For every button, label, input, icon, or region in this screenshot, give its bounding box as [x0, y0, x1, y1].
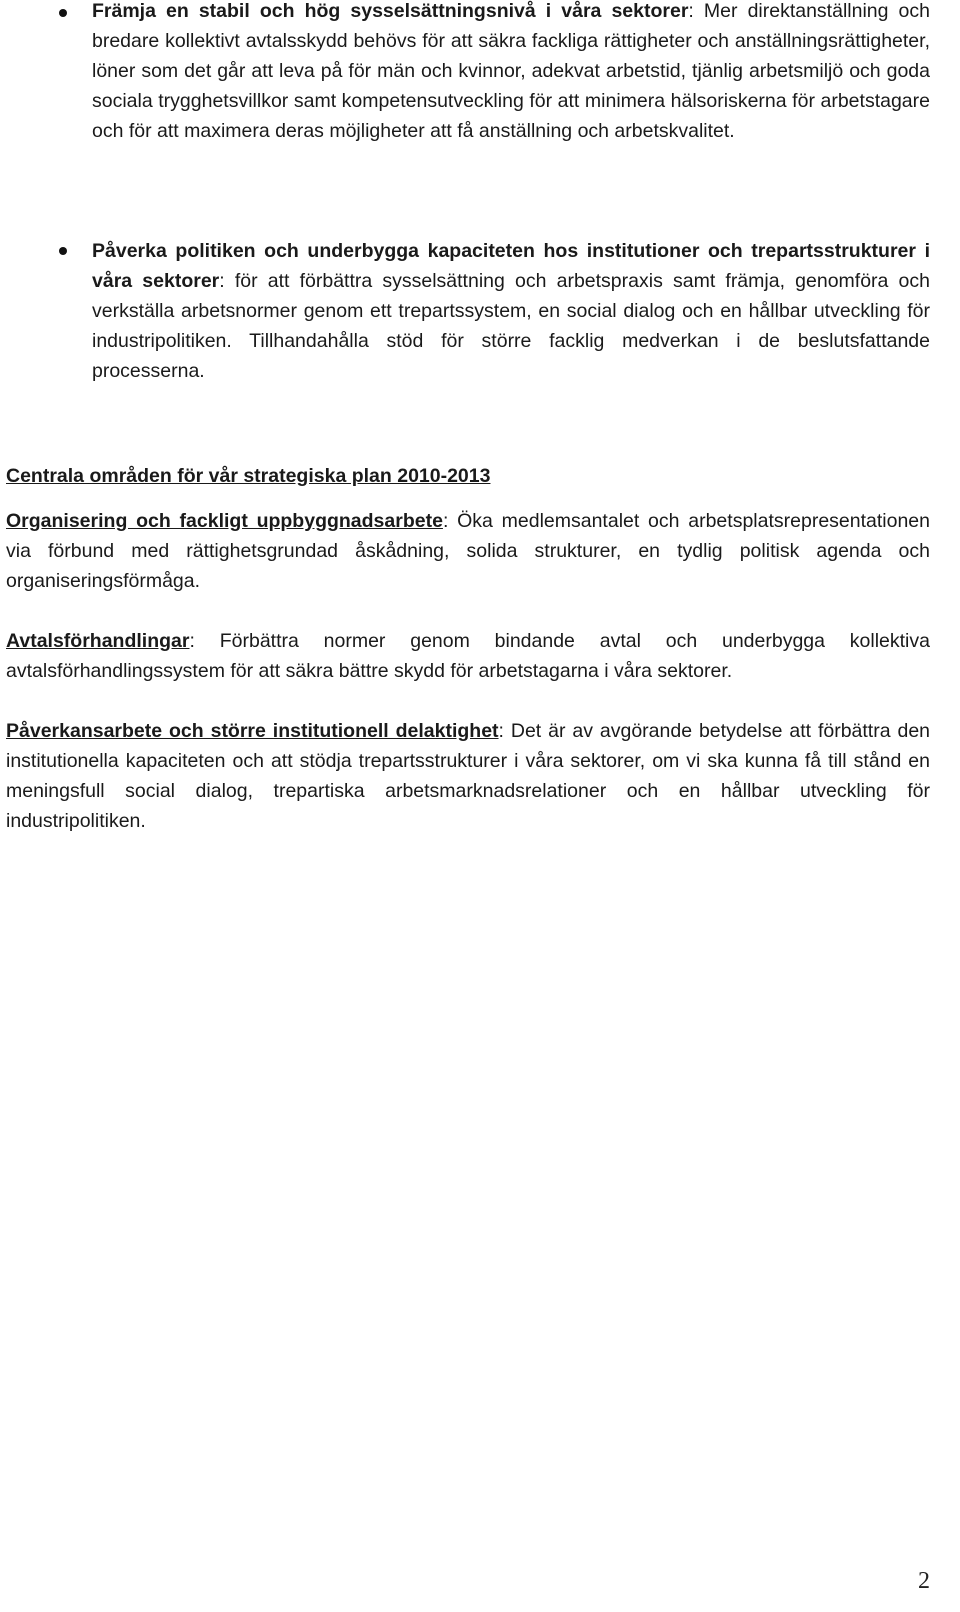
paragraph-separator: : [189, 630, 195, 652]
section-heading: Centrala områden för vår strategiska plan 2010-2013 [6, 465, 491, 487]
bullet-item-1 [92, 0, 930, 146]
paragraph-text: Öka medlemsantalet och arbetsplatsrepresentationen via förbund med rättighetsgrundad åskådning, solida strukturer, en tydlig politisk agenda och organiseringsförmåga. [6, 510, 930, 592]
paragraph-lead: Organisering och fackligt uppbyggnadsarbete [6, 510, 443, 532]
paragraph-avtalsforhandlingar [6, 626, 930, 686]
page-number: 2 [918, 1568, 930, 1594]
paragraph-lead: Påverkansarbete och större institutionell delaktighet [6, 720, 499, 742]
bullet-text: för att förbättra sysselsättning och arbetspraxis samt främja, genomföra och verkställa arbetsnormer genom ett trepartssystem, en social dialog och en hållbar utveckling för industripolitiken. Tillhandahålla stöd för större facklig medverkan i de beslutsfattande processerna. [92, 270, 930, 382]
bullet-icon [59, 9, 67, 17]
bullet-separator: : [688, 0, 694, 22]
paragraph-separator: : [442, 510, 449, 532]
bullet-lead: Påverka politiken och underbygga kapaciteten hos institutioner och trepartsstrukturer i våra sektorer [92, 240, 930, 292]
bullet-separator: : [219, 270, 225, 292]
paragraph-separator: : [498, 720, 504, 742]
bullet-lead: Främja en stabil och hög sysselsättningsnivå i våra sektorer [92, 0, 689, 22]
paragraph-organisering [6, 506, 930, 596]
paragraph-lead: Avtalsförhandlingar [6, 630, 190, 652]
bullet-text: Mer direktanställning och bredare kollektivt avtalsskydd behövs för att säkra fackliga rättigheter och anställningsrättigheter, löner som det går att leva på för män och kvinnor, adekvat arbetstid, tjänlig arbetsmiljö och goda sociala trygghetsvillkor samt kompetensutveckling för att minimera hälsoriskerna för arbetstagare och för att maximera deras möjligheter att få anställning och arbetskvalitet. [92, 0, 930, 142]
bullet-icon [59, 247, 67, 255]
paragraph-text: Det är av avgörande betydelse att förbättra den institutionella kapaciteten och att stödja trepartsstrukturer i våra sektorer, om vi ska kunna få till stånd en meningsfull social dialog, trepartiska arbetsmarknadsrelationer och en hållbar utveckling för industripolitiken. [6, 720, 931, 832]
paragraph-text: Förbättra normer genom bindande avtal och underbygga kollektiva avtalsförhandlingssystem för att säkra bättre skydd för arbetstagarna i våra sektorer. [6, 630, 930, 682]
paragraph-paverkansarbete [6, 716, 930, 836]
bullet-item-2 [92, 236, 930, 386]
